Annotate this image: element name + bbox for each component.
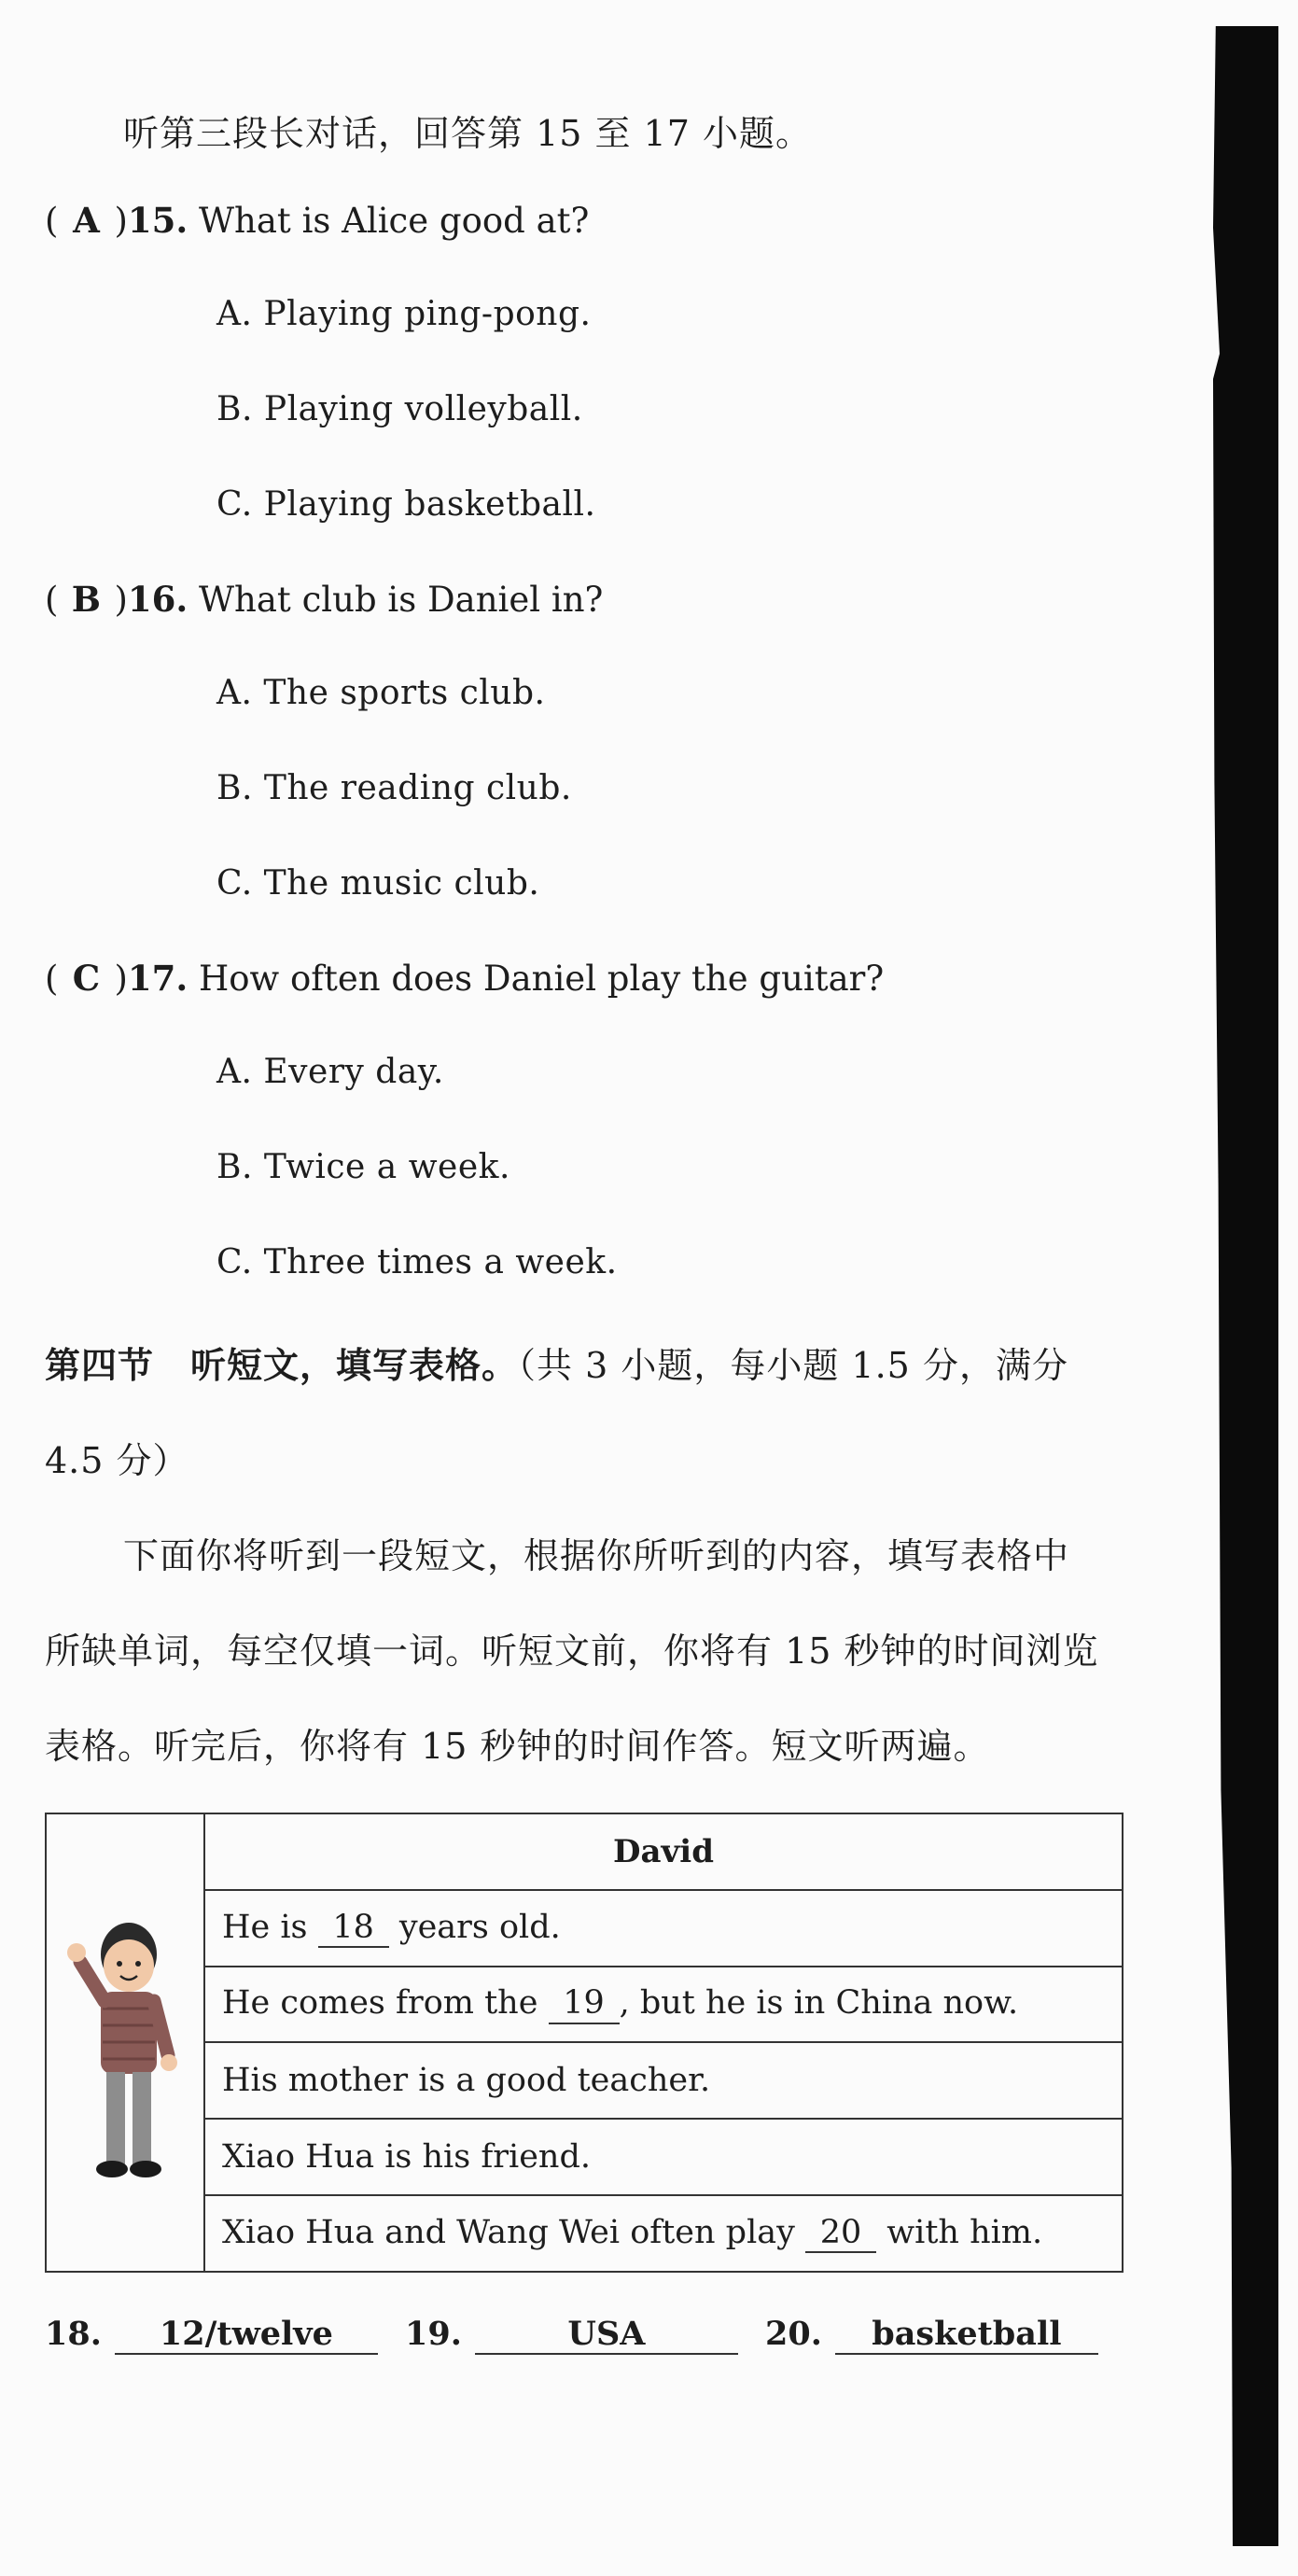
answer-mark: A: [73, 200, 100, 241]
boy-illustration-cell: [46, 1813, 204, 2272]
answer-value: 12/twelve: [115, 2315, 378, 2355]
answer-label: 20.: [765, 2315, 822, 2353]
blank-18: 18: [318, 1909, 389, 1948]
option-a: A. The sports club.: [216, 674, 546, 712]
answer-mark: B: [71, 579, 102, 620]
question-text: How often does Daniel play the guitar?: [199, 959, 885, 999]
option-a: A. Playing ping-pong.: [216, 295, 592, 333]
part4-intro-line1: 下面你将听到一段短文，根据你所听到的内容，填写表格中: [123, 1535, 1070, 1576]
question-text: What club is Daniel in?: [199, 580, 604, 620]
row-text: with him.: [886, 2213, 1043, 2251]
answer-20: [765, 2315, 1098, 2355]
question-16: ( B )16. What club is Daniel in?: [45, 579, 604, 620]
answer-value: basketball: [835, 2315, 1098, 2355]
answer-18: [45, 2315, 378, 2355]
row-text: years old.: [398, 1908, 561, 1946]
option-b: B. The reading club.: [216, 769, 572, 807]
table-row-country: [204, 1967, 1123, 2043]
question-17: ( C )17. How often does Daniel play the guitar?: [45, 958, 885, 999]
question-text: What is Alice good at?: [199, 201, 590, 241]
question-number: 16.: [127, 579, 188, 620]
blank-20: 20: [805, 2214, 876, 2253]
part4-title: 第四节 听短文，填写表格。: [45, 1344, 519, 1386]
part3-instruction: 听第三段长对话，回答第 15 至 17 小题。: [123, 113, 813, 154]
option-c: C. Playing basketball.: [216, 485, 596, 524]
option-b: B. Playing volleyball.: [216, 390, 583, 428]
option-a: A. Every day.: [216, 1053, 444, 1091]
table-row-sport: [204, 2195, 1123, 2272]
row-text: , but he is in China now.: [619, 1984, 1019, 2023]
answer-label: 18.: [45, 2315, 102, 2353]
question-15: ( A )15. What is Alice good at?: [45, 200, 590, 241]
table-header: David: [204, 1813, 1123, 1890]
part4-score-line2: 4.5 分）: [45, 1440, 189, 1481]
answer-19: [405, 2315, 738, 2355]
info-table: [45, 1813, 1124, 2273]
table-row-mother: His mother is a good teacher.: [204, 2042, 1123, 2119]
option-c: C. The music club.: [216, 864, 540, 903]
question-number: 15.: [127, 200, 188, 241]
part4-intro-line2: 所缺单词，每空仅填一词。听短文前，你将有 15 秒钟的时间浏览: [45, 1631, 1099, 1672]
scan-edge-shadow: [1213, 26, 1278, 2546]
waving-boy-icon: [47, 1814, 203, 2262]
row-text: Xiao Hua and Wang Wei often play: [222, 2213, 795, 2251]
part4-intro-line3: 表格。听完后，你将有 15 秒钟的时间作答。短文听两遍。: [45, 1726, 990, 1767]
part4-score-line1: （共 3 小题，每小题 1.5 分，满分: [518, 1345, 1068, 1386]
table-row-friend: Xiao Hua is his friend.: [204, 2119, 1123, 2195]
blank-19: 19: [549, 1984, 620, 2023]
row-text: He comes from the: [222, 1984, 538, 2023]
part4-heading: [45, 1337, 1068, 1388]
table-row-age: [204, 1890, 1123, 1967]
option-c: C. Three times a week.: [216, 1243, 618, 1281]
answer-label: 19.: [405, 2315, 462, 2353]
row-text: He is: [222, 1908, 308, 1946]
answer-mark: C: [72, 958, 101, 999]
answer-value: USA: [475, 2315, 738, 2355]
option-b: B. Twice a week.: [216, 1148, 510, 1186]
question-number: 17.: [127, 958, 188, 999]
